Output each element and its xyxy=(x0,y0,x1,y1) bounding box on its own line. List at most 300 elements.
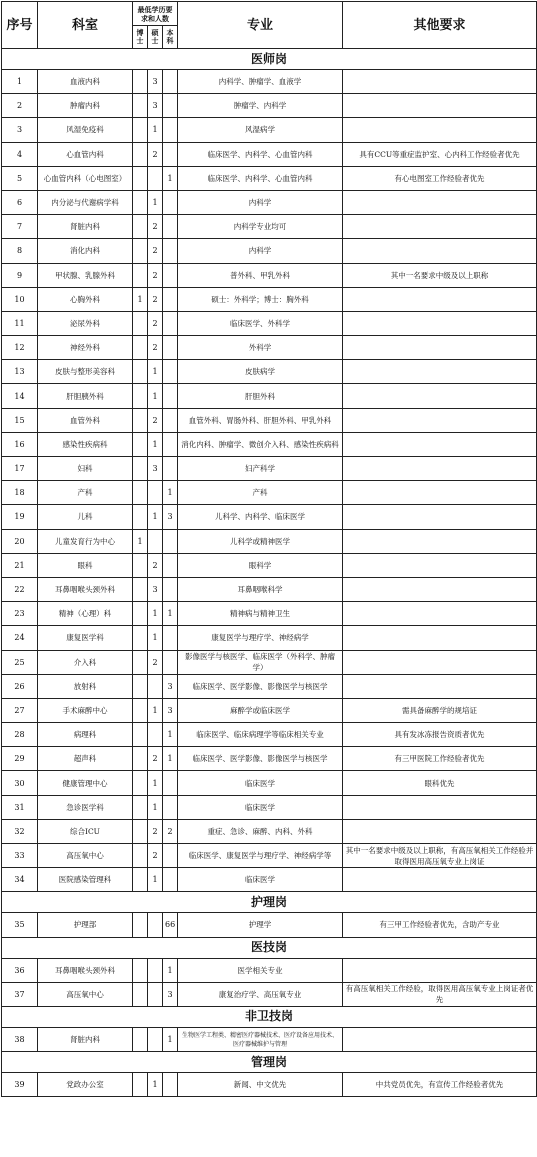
master-cell xyxy=(148,913,163,937)
phd-cell xyxy=(133,336,148,360)
phd-cell xyxy=(133,118,148,142)
other-cell xyxy=(343,432,537,456)
dept-cell: 心胸外科 xyxy=(38,287,133,311)
major-cell: 内科学、肿瘤学、血液学 xyxy=(178,70,343,94)
bachelor-cell xyxy=(163,626,178,650)
dept-cell: 神经外科 xyxy=(38,336,133,360)
other-cell xyxy=(343,868,537,892)
dept-cell: 耳鼻咽喉头颈外科 xyxy=(38,577,133,601)
table-row xyxy=(2,408,537,432)
phd-cell xyxy=(133,311,148,335)
master-cell xyxy=(148,723,163,747)
bachelor-cell xyxy=(163,650,178,674)
table-row xyxy=(2,982,537,1006)
bachelor-cell xyxy=(163,215,178,239)
phd-cell xyxy=(133,190,148,214)
table-row xyxy=(2,142,537,166)
table-row xyxy=(2,70,537,94)
dept-cell: 病理科 xyxy=(38,723,133,747)
phd-cell xyxy=(133,868,148,892)
table-row xyxy=(2,819,537,843)
dept-cell: 高压氧中心 xyxy=(38,982,133,1006)
major-cell: 麻醉学或临床医学 xyxy=(178,698,343,722)
dept-cell: 健康管理中心 xyxy=(38,771,133,795)
master-cell: 1 xyxy=(148,118,163,142)
bachelor-cell: 1 xyxy=(163,166,178,190)
dept-cell: 儿科 xyxy=(38,505,133,529)
seq-cell: 25 xyxy=(2,650,38,674)
bachelor-cell: 66 xyxy=(163,913,178,937)
major-cell: 临床医学、康复医学与理疗学、神经病学等 xyxy=(178,844,343,868)
section-title: 非卫技岗 xyxy=(2,1006,537,1027)
master-cell: 2 xyxy=(148,553,163,577)
table-row xyxy=(2,287,537,311)
phd-cell xyxy=(133,142,148,166)
seq-cell: 29 xyxy=(2,747,38,771)
seq-cell: 13 xyxy=(2,360,38,384)
table-row xyxy=(2,723,537,747)
dept-cell: 医院感染管理科 xyxy=(38,868,133,892)
dept-cell: 内分泌与代谢病学科 xyxy=(38,190,133,214)
master-cell: 1 xyxy=(148,360,163,384)
master-cell: 2 xyxy=(148,650,163,674)
bachelor-cell xyxy=(163,868,178,892)
bachelor-cell: 1 xyxy=(163,481,178,505)
seq-cell: 38 xyxy=(2,1027,38,1051)
seq-cell: 7 xyxy=(2,215,38,239)
bachelor-cell xyxy=(163,384,178,408)
dept-cell: 急诊医学科 xyxy=(38,795,133,819)
master-cell: 1 xyxy=(148,432,163,456)
bachelor-cell xyxy=(163,553,178,577)
bachelor-cell xyxy=(163,311,178,335)
phd-cell: 1 xyxy=(133,529,148,553)
seq-cell: 21 xyxy=(2,553,38,577)
seq-cell: 37 xyxy=(2,982,38,1006)
bachelor-cell: 1 xyxy=(163,602,178,626)
table-row xyxy=(2,190,537,214)
seq-cell: 39 xyxy=(2,1073,38,1097)
other-cell xyxy=(343,70,537,94)
master-cell: 1 xyxy=(148,698,163,722)
other-cell xyxy=(343,94,537,118)
phd-cell xyxy=(133,1073,148,1097)
major-cell: 医学相关专业 xyxy=(178,958,343,982)
phd-cell xyxy=(133,650,148,674)
other-cell xyxy=(343,626,537,650)
seq-cell: 16 xyxy=(2,432,38,456)
major-cell: 临床医学、内科学、心血管内科 xyxy=(178,166,343,190)
section-title: 护理岗 xyxy=(2,892,537,913)
phd-cell xyxy=(133,747,148,771)
bachelor-cell: 3 xyxy=(163,698,178,722)
seq-cell: 34 xyxy=(2,868,38,892)
seq-header: 序号 xyxy=(2,2,38,49)
section-header-row xyxy=(2,1006,537,1027)
bachelor-cell xyxy=(163,190,178,214)
phd-cell xyxy=(133,982,148,1006)
major-cell: 临床医学 xyxy=(178,868,343,892)
major-cell: 产科 xyxy=(178,481,343,505)
table-row xyxy=(2,868,537,892)
section-header-row xyxy=(2,892,537,913)
table-row xyxy=(2,650,537,674)
bachelor-cell xyxy=(163,771,178,795)
other-cell xyxy=(343,819,537,843)
master-cell: 2 xyxy=(148,263,163,287)
master-cell: 1 xyxy=(148,626,163,650)
phd-cell xyxy=(133,94,148,118)
major-cell: 重症、急诊、麻醉、内科、外科 xyxy=(178,819,343,843)
other-cell: 需具备麻醉学的规培证 xyxy=(343,698,537,722)
dept-cell: 消化内科 xyxy=(38,239,133,263)
header-row xyxy=(2,2,537,26)
master-cell: 2 xyxy=(148,311,163,335)
major-cell: 临床医学、医学影像、影像医学与核医学 xyxy=(178,747,343,771)
master-cell: 1 xyxy=(148,505,163,529)
phd-cell xyxy=(133,958,148,982)
bachelor-cell xyxy=(163,795,178,819)
other-cell xyxy=(343,505,537,529)
table-row xyxy=(2,239,537,263)
phd-cell xyxy=(133,674,148,698)
seq-cell: 12 xyxy=(2,336,38,360)
section-title: 医技岗 xyxy=(2,937,537,958)
dept-cell: 介入科 xyxy=(38,650,133,674)
major-cell: 临床医学、外科学 xyxy=(178,311,343,335)
section-title: 医师岗 xyxy=(2,49,537,70)
section-header-row xyxy=(2,937,537,958)
phd-cell xyxy=(133,239,148,263)
master-cell: 2 xyxy=(148,747,163,771)
bachelor-cell xyxy=(163,263,178,287)
seq-cell: 17 xyxy=(2,457,38,481)
seq-cell: 1 xyxy=(2,70,38,94)
bachelor-cell: 3 xyxy=(163,674,178,698)
master-cell: 2 xyxy=(148,142,163,166)
table-row xyxy=(2,336,537,360)
table-row xyxy=(2,263,537,287)
dept-cell: 风湿免疫科 xyxy=(38,118,133,142)
seq-cell: 24 xyxy=(2,626,38,650)
bachelor-cell: 3 xyxy=(163,982,178,1006)
other-cell xyxy=(343,215,537,239)
table-row xyxy=(2,771,537,795)
other-cell xyxy=(343,336,537,360)
major-cell: 儿科学、内科学、临床医学 xyxy=(178,505,343,529)
seq-cell: 10 xyxy=(2,287,38,311)
seq-cell: 15 xyxy=(2,408,38,432)
major-cell: 临床医学 xyxy=(178,771,343,795)
other-cell: 中共党员优先，有宣传工作经验者优先 xyxy=(343,1073,537,1097)
other-cell: 有三甲医院工作经验者优先 xyxy=(343,747,537,771)
table-row xyxy=(2,481,537,505)
seq-cell: 33 xyxy=(2,844,38,868)
bachelor-cell xyxy=(163,142,178,166)
major-cell: 儿科学或精神医学 xyxy=(178,529,343,553)
bachelor-cell: 1 xyxy=(163,1027,178,1051)
master-cell: 2 xyxy=(148,408,163,432)
table-row xyxy=(2,913,537,937)
other-cell: 具有CCU等重症监护室、心内科工作经验者优先 xyxy=(343,142,537,166)
other-cell xyxy=(343,239,537,263)
table-row xyxy=(2,958,537,982)
seq-cell: 20 xyxy=(2,529,38,553)
dept-cell: 康复医学科 xyxy=(38,626,133,650)
major-cell: 内科学 xyxy=(178,190,343,214)
bachelor-cell: 1 xyxy=(163,958,178,982)
dept-cell: 肾脏内科 xyxy=(38,1027,133,1051)
dept-cell: 放射科 xyxy=(38,674,133,698)
seq-cell: 18 xyxy=(2,481,38,505)
seq-cell: 4 xyxy=(2,142,38,166)
table-body xyxy=(2,49,537,1097)
master-cell: 2 xyxy=(148,215,163,239)
master-cell xyxy=(148,166,163,190)
major-cell: 内科学专业均可 xyxy=(178,215,343,239)
phd-cell xyxy=(133,215,148,239)
master-cell: 3 xyxy=(148,457,163,481)
seq-cell: 9 xyxy=(2,263,38,287)
bachelor-cell xyxy=(163,844,178,868)
phd-cell xyxy=(133,384,148,408)
other-cell xyxy=(343,674,537,698)
section-header-row xyxy=(2,1052,537,1073)
bachelor-cell xyxy=(163,118,178,142)
table-row xyxy=(2,698,537,722)
phd-cell xyxy=(133,602,148,626)
dept-cell: 肾脏内科 xyxy=(38,215,133,239)
master-cell: 2 xyxy=(148,336,163,360)
bachelor-cell xyxy=(163,432,178,456)
bachelor-cell xyxy=(163,94,178,118)
other-cell xyxy=(343,190,537,214)
master-cell: 2 xyxy=(148,287,163,311)
dept-cell: 血管外科 xyxy=(38,408,133,432)
master-cell: 1 xyxy=(148,190,163,214)
other-cell xyxy=(343,577,537,601)
other-cell: 有心电图室工作经验者优先 xyxy=(343,166,537,190)
dept-cell: 综合ICU xyxy=(38,819,133,843)
bachelor-cell xyxy=(163,529,178,553)
table-row xyxy=(2,118,537,142)
dept-cell: 高压氧中心 xyxy=(38,844,133,868)
phd-cell xyxy=(133,481,148,505)
phd-cell xyxy=(133,408,148,432)
major-cell: 护理学 xyxy=(178,913,343,937)
seq-cell: 2 xyxy=(2,94,38,118)
major-cell: 肿瘤学、内科学 xyxy=(178,94,343,118)
table-row xyxy=(2,166,537,190)
phd-cell xyxy=(133,771,148,795)
major-cell: 外科学 xyxy=(178,336,343,360)
bachelor-cell xyxy=(163,577,178,601)
major-cell: 精神病与精神卫生 xyxy=(178,602,343,626)
seq-cell: 8 xyxy=(2,239,38,263)
other-cell xyxy=(343,384,537,408)
seq-cell: 23 xyxy=(2,602,38,626)
dept-cell: 护理部 xyxy=(38,913,133,937)
master-cell: 3 xyxy=(148,94,163,118)
major-cell: 消化内科、肿瘤学、微创介入科、感染性疾病科 xyxy=(178,432,343,456)
other-cell: 有三甲工作经验者优先，含助产专业 xyxy=(343,913,537,937)
dept-cell: 妇科 xyxy=(38,457,133,481)
major-header: 专业 xyxy=(178,2,343,49)
other-cell xyxy=(343,795,537,819)
other-cell xyxy=(343,408,537,432)
master-cell xyxy=(148,982,163,1006)
seq-cell: 27 xyxy=(2,698,38,722)
master-cell: 3 xyxy=(148,577,163,601)
bachelor-cell: 1 xyxy=(163,723,178,747)
phd-cell xyxy=(133,844,148,868)
dept-cell: 超声科 xyxy=(38,747,133,771)
seq-cell: 6 xyxy=(2,190,38,214)
other-cell: 其中一名要求中级及以上职称，有高压氧相关工作经验并取得医用高压氧专业上岗证 xyxy=(343,844,537,868)
other-cell: 眼科优先 xyxy=(343,771,537,795)
phd-cell xyxy=(133,819,148,843)
seq-cell: 3 xyxy=(2,118,38,142)
major-cell: 临床医学、医学影像、影像医学与核医学 xyxy=(178,674,343,698)
phd-cell xyxy=(133,263,148,287)
table-row xyxy=(2,1073,537,1097)
phd-cell xyxy=(133,360,148,384)
phd-cell xyxy=(133,913,148,937)
section-header-row xyxy=(2,49,537,70)
bachelor-cell: 1 xyxy=(163,747,178,771)
other-cell xyxy=(343,118,537,142)
master-cell: 1 xyxy=(148,771,163,795)
master-cell: 1 xyxy=(148,384,163,408)
other-cell: 有高压氧相关工作经验，取得医用高压氧专业上岗证者优先 xyxy=(343,982,537,1006)
master-cell xyxy=(148,958,163,982)
master-cell: 2 xyxy=(148,844,163,868)
phd-cell xyxy=(133,505,148,529)
bachelor-cell xyxy=(163,287,178,311)
phd-cell xyxy=(133,626,148,650)
other-cell xyxy=(343,457,537,481)
dept-cell: 皮肤与整形美容科 xyxy=(38,360,133,384)
table-row xyxy=(2,384,537,408)
major-cell: 妇产科学 xyxy=(178,457,343,481)
table-row xyxy=(2,457,537,481)
seq-cell: 32 xyxy=(2,819,38,843)
major-cell: 新闻、中文优先 xyxy=(178,1073,343,1097)
table-row xyxy=(2,311,537,335)
major-cell: 临床医学 xyxy=(178,795,343,819)
major-cell: 生物医学工程类、精密医疗器械技术、医疗设备应用技术、医疗器械维护与管理 xyxy=(178,1027,343,1051)
bachelor-cell xyxy=(163,457,178,481)
phd-cell xyxy=(133,723,148,747)
major-cell: 临床医学、临床病理学等临床相关专业 xyxy=(178,723,343,747)
bachelor-header: 本科 xyxy=(163,26,178,49)
dept-cell: 泌尿外科 xyxy=(38,311,133,335)
major-cell: 血管外科、胃肠外科、肝胆外科、甲乳外科 xyxy=(178,408,343,432)
dept-cell: 精神（心理）科 xyxy=(38,602,133,626)
seq-cell: 5 xyxy=(2,166,38,190)
dept-cell: 血液内科 xyxy=(38,70,133,94)
major-cell: 康复医学与理疗学、神经病学 xyxy=(178,626,343,650)
phd-cell xyxy=(133,698,148,722)
dept-cell: 手术麻醉中心 xyxy=(38,698,133,722)
major-cell: 普外科、甲乳外科 xyxy=(178,263,343,287)
major-cell: 影像医学与核医学、临床医学（外科学、肿瘤学） xyxy=(178,650,343,674)
recruitment-table xyxy=(1,1,537,1097)
table-row xyxy=(2,529,537,553)
other-cell xyxy=(343,650,537,674)
major-cell: 风湿病学 xyxy=(178,118,343,142)
dept-cell: 心血管内科（心电图室） xyxy=(38,166,133,190)
table-row xyxy=(2,577,537,601)
master-cell: 3 xyxy=(148,70,163,94)
seq-cell: 28 xyxy=(2,723,38,747)
other-cell xyxy=(343,1027,537,1051)
section-title: 管理岗 xyxy=(2,1052,537,1073)
phd-cell xyxy=(133,795,148,819)
major-cell: 眼科学 xyxy=(178,553,343,577)
dept-cell: 党政办公室 xyxy=(38,1073,133,1097)
bachelor-cell xyxy=(163,408,178,432)
other-cell xyxy=(343,360,537,384)
bachelor-cell xyxy=(163,70,178,94)
table-row xyxy=(2,602,537,626)
other-cell xyxy=(343,553,537,577)
seq-cell: 22 xyxy=(2,577,38,601)
other-cell xyxy=(343,958,537,982)
seq-cell: 36 xyxy=(2,958,38,982)
master-cell: 1 xyxy=(148,602,163,626)
phd-cell xyxy=(133,432,148,456)
major-cell: 内科学 xyxy=(178,239,343,263)
table-row xyxy=(2,505,537,529)
bachelor-cell: 2 xyxy=(163,819,178,843)
master-cell: 1 xyxy=(148,868,163,892)
other-header: 其他要求 xyxy=(343,2,537,49)
phd-cell xyxy=(133,457,148,481)
other-cell: 具有发冰冻报告资质者优先 xyxy=(343,723,537,747)
master-cell: 2 xyxy=(148,239,163,263)
table-row xyxy=(2,360,537,384)
bachelor-cell xyxy=(163,336,178,360)
edu-header: 最低学历要求和人数 xyxy=(133,2,178,26)
table-row xyxy=(2,94,537,118)
table-row xyxy=(2,844,537,868)
bachelor-cell xyxy=(163,239,178,263)
dept-cell: 心血管内科 xyxy=(38,142,133,166)
dept-cell: 肝胆胰外科 xyxy=(38,384,133,408)
major-cell: 硕士：外科学；博士：胸外科 xyxy=(178,287,343,311)
table-row xyxy=(2,553,537,577)
dept-cell: 感染性疾病科 xyxy=(38,432,133,456)
major-cell: 临床医学、内科学、心血管内科 xyxy=(178,142,343,166)
seq-cell: 14 xyxy=(2,384,38,408)
table-row xyxy=(2,795,537,819)
other-cell xyxy=(343,529,537,553)
table-row xyxy=(2,215,537,239)
other-cell xyxy=(343,602,537,626)
phd-cell xyxy=(133,1027,148,1051)
seq-cell: 19 xyxy=(2,505,38,529)
table-row xyxy=(2,674,537,698)
seq-cell: 11 xyxy=(2,311,38,335)
other-cell: 其中一名要求中级及以上职称 xyxy=(343,263,537,287)
dept-cell: 儿童发育行为中心 xyxy=(38,529,133,553)
table-row xyxy=(2,626,537,650)
seq-cell: 26 xyxy=(2,674,38,698)
master-cell: 1 xyxy=(148,795,163,819)
other-cell xyxy=(343,481,537,505)
master-cell: 2 xyxy=(148,819,163,843)
